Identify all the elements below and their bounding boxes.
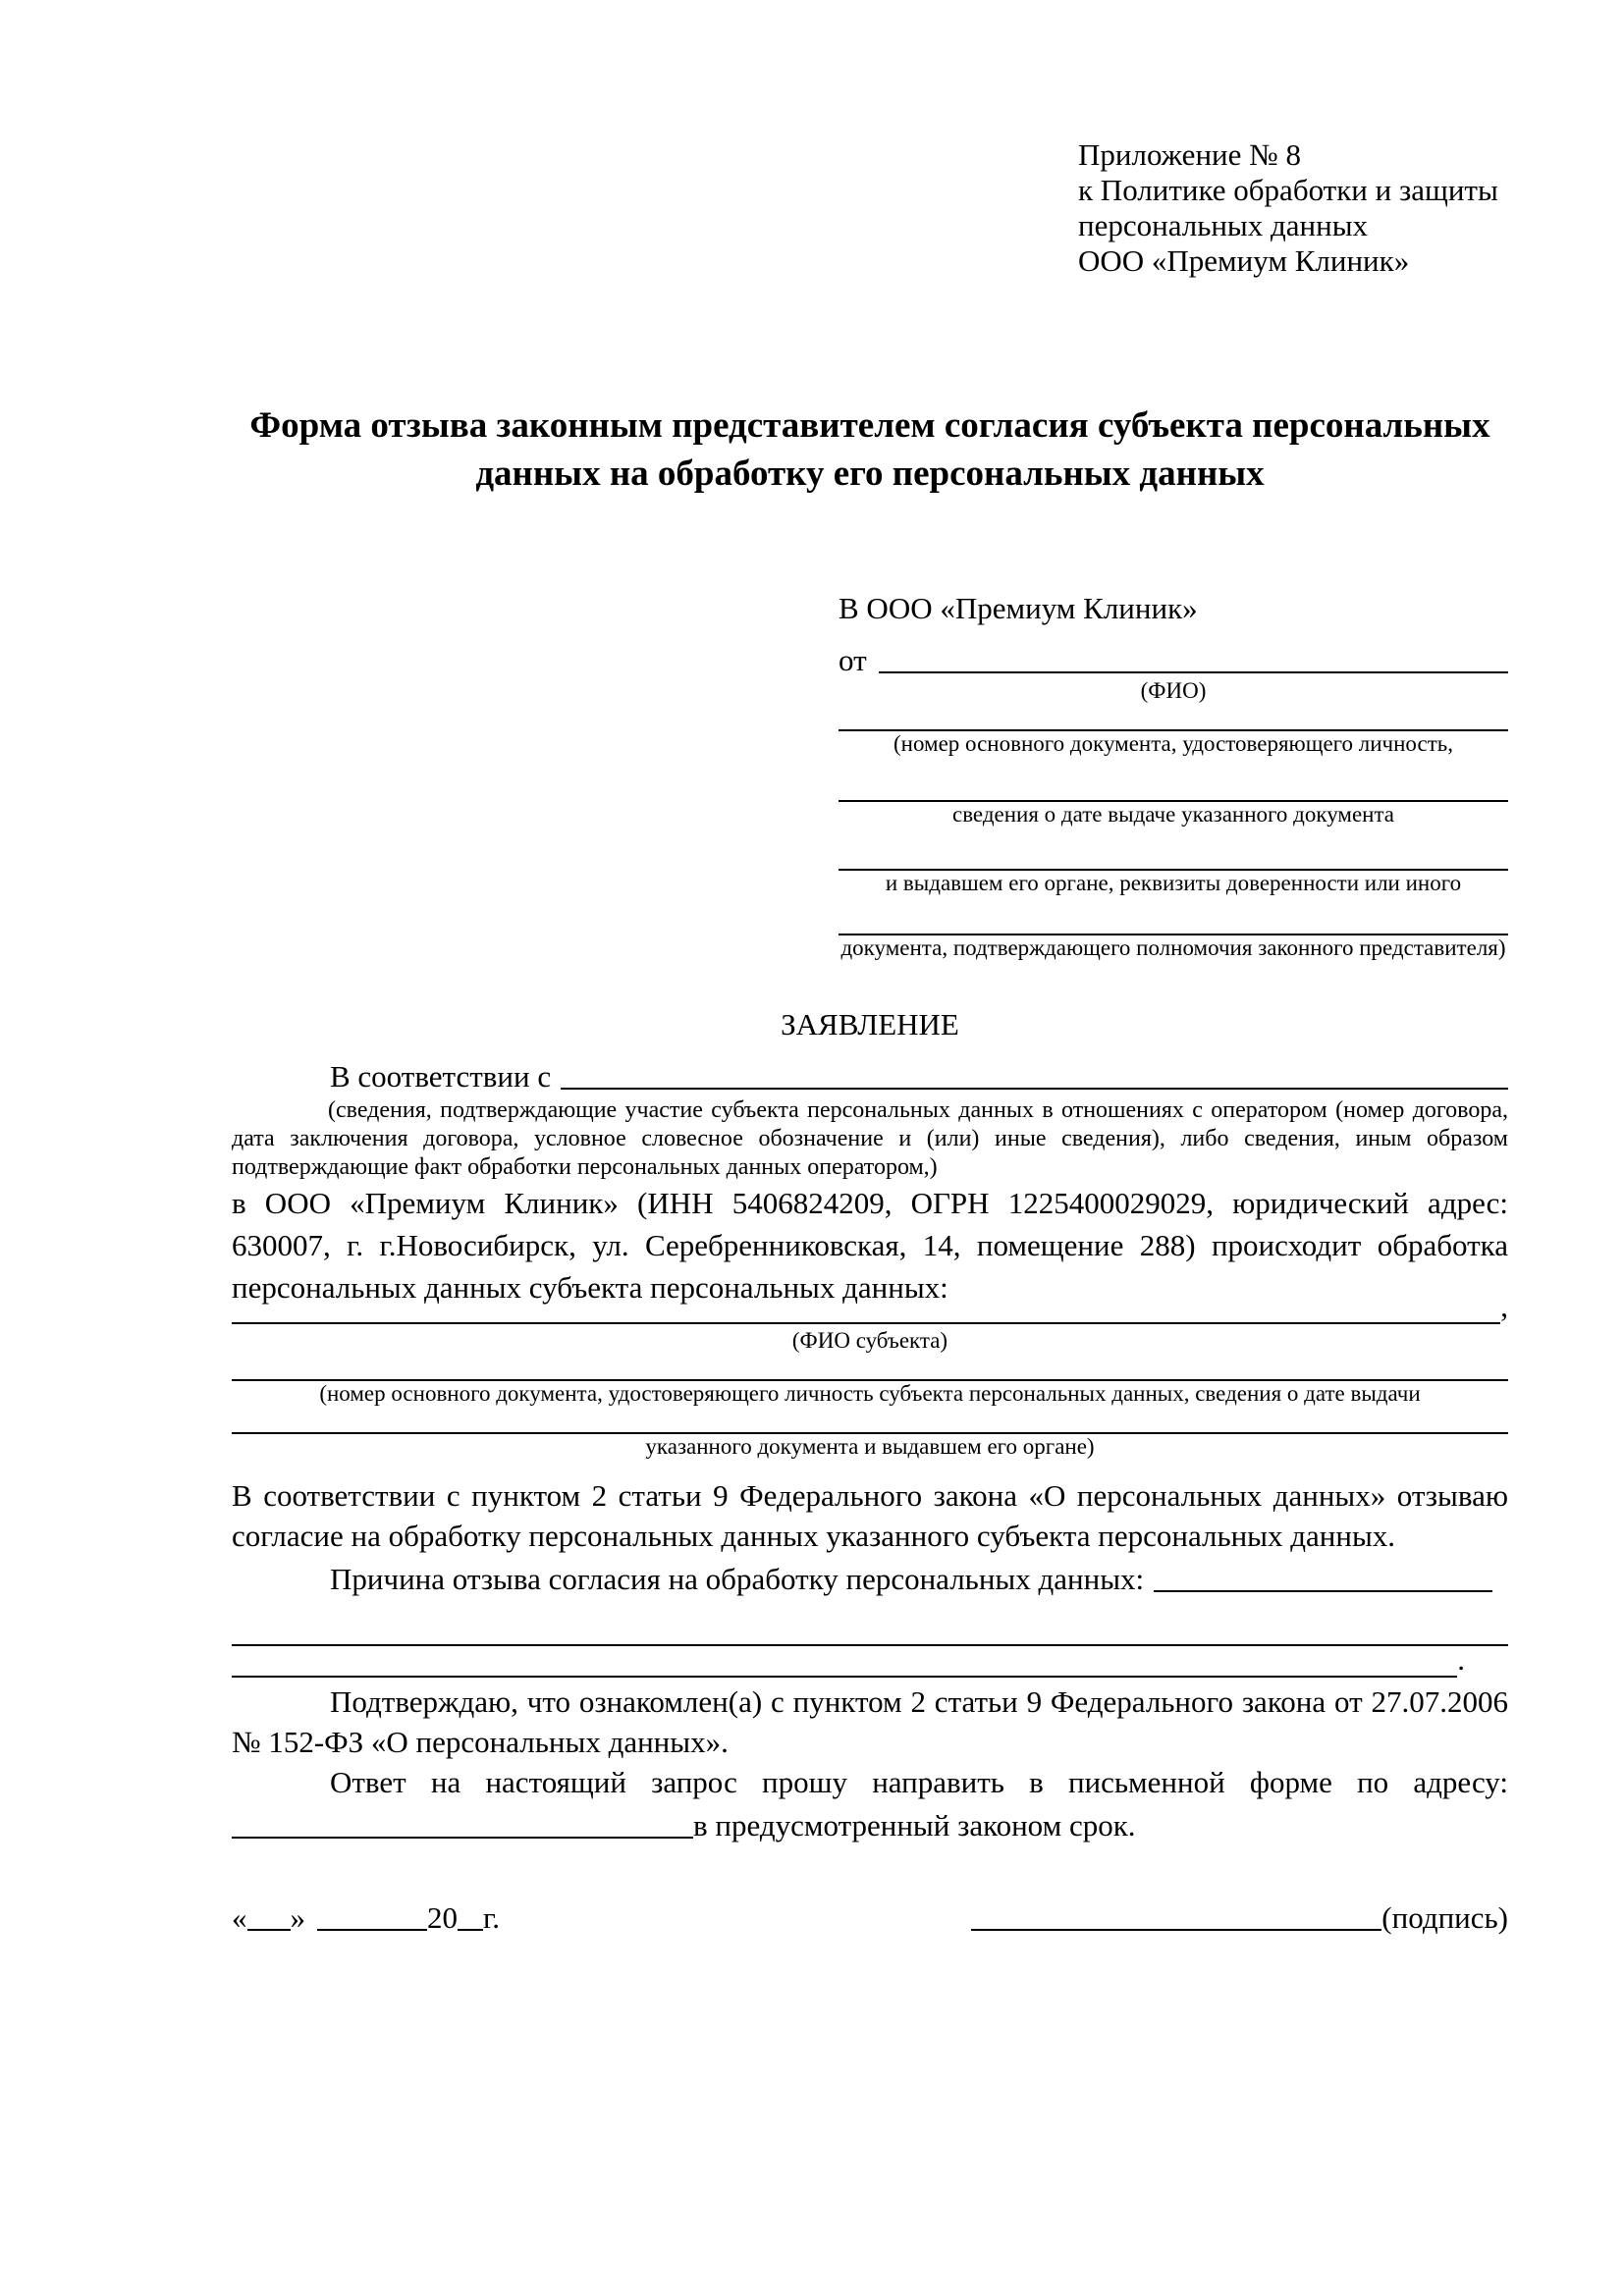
opening-prefix: В соответствии с <box>330 1059 552 1094</box>
reason-label: Причина отзыва согласия на обработку персональных данных: <box>330 1562 1145 1596</box>
date-signature-row <box>232 1891 1508 1936</box>
month-blank-line <box>317 1929 427 1931</box>
signature-blank-line <box>971 1929 1381 1931</box>
withdrawal-paragraph: В соответствии с пунктом 2 статьи 9 Федерального закона «О персональных данных» отзываю согласие на обработку персональных данных указанного субъекта персональных данных. <box>232 1478 1508 1553</box>
from-label: от <box>839 643 867 677</box>
blank-line <box>839 896 1508 935</box>
reason-line-period: . <box>1457 1642 1465 1677</box>
year-blank-line <box>458 1929 483 1931</box>
fill-line <box>232 1676 1457 1678</box>
year-prefix: 20 <box>427 1900 458 1935</box>
blank-line <box>232 1407 1508 1434</box>
statement-heading: ЗАЯВЛЕНИЕ <box>781 1007 959 1041</box>
year-suffix: г. <box>483 1900 500 1935</box>
addressee-block <box>839 588 1508 961</box>
blank-line <box>232 1354 1508 1381</box>
blank-line <box>232 1605 1508 1646</box>
signature-caption: (подпись) <box>1381 1900 1508 1935</box>
acknowledgement-paragraph: Подтверждаю, что ознакомлен(а) с пунктом 2 статьи 9 Федерального закона от 27.07.2006 № 152-ФЗ «О персональных данных». <box>232 1684 1508 1759</box>
appendix-header <box>1078 137 1508 279</box>
day-blank-line <box>247 1929 291 1931</box>
subject-doc-caption-2: указанного документа и выдавшем его органе) <box>645 1434 1095 1459</box>
response-tail: в предусмотренный законом срок. <box>693 1808 1136 1842</box>
issue-date-caption: сведения о дате выдаче указанного документа <box>951 802 1395 827</box>
issuer-caption: и выдавшем его органе, реквизиты доверенности или иного <box>885 871 1462 895</box>
appendix-header-line-4: ООО «Премиум Клиник» <box>1078 243 1410 278</box>
addressee-organization: В ООО «Премиум Клиник» <box>839 591 1198 625</box>
date-quote-open: « <box>232 1900 247 1935</box>
appendix-header-line-1: Приложение № 8 <box>1078 137 1301 172</box>
subject-fio-caption: (ФИО субъекта) <box>791 1328 948 1353</box>
fill-line <box>232 1837 693 1839</box>
reason-line <box>232 1556 1508 1597</box>
blank-line <box>839 704 1508 731</box>
blank-line <box>839 828 1508 871</box>
blank-line <box>839 757 1508 802</box>
subject-doc-caption-1: (номер основного документа, удостоверяющего личность субъекта персональных данных, сведения о дате выдачи <box>319 1381 1421 1406</box>
fill-line <box>561 1088 1508 1090</box>
authority-caption: документа, подтверждающего полномочия законного представителя) <box>840 935 1506 960</box>
doc-number-caption: (номер основного документа, удостоверяющего личность, <box>893 731 1453 756</box>
response-paragraph: Ответ на настоящий запрос прошу направить в письменной форме по адресу: <box>330 1765 1508 1799</box>
fill-line <box>1154 1590 1492 1592</box>
operator-paragraph: в ООО «Премиум Клиник» (ИНН 5406824209, ОГРН 1225400029029, юридический адрес: 630007, г. г.Новосибирск, ул. Серебренниковская, 14, помещение 288) происходит обработка персональных данных субъекта персональных данных: <box>232 1186 1508 1305</box>
subject-fio-line <box>232 1289 1508 1324</box>
from-line <box>839 629 1508 678</box>
response-address-line <box>232 1802 1508 1843</box>
date-quote-close: » <box>290 1900 305 1935</box>
fio-caption: (ФИО) <box>1140 678 1207 703</box>
fill-line <box>879 671 1508 673</box>
appendix-header-line-2: к Политике обработки и защиты <box>1078 173 1498 207</box>
opening-footnote: (сведения, подтверждающие участие субъекта персональных данных в отношениях с оператором (номер договора, дата заключения договора, условное словесное обозначение и (или) иные сведения), либо сведения, иным образом подтверждающие факт обработки персональных данных оператором,) <box>232 1097 1508 1180</box>
document-title: Форма отзыва законным представителем согласия субъекта персональных данных на обработку его персональных данных <box>249 405 1490 494</box>
appendix-header-line-3: персональных данных <box>1078 208 1369 242</box>
opening-line <box>232 1051 1508 1095</box>
reason-continuation-line <box>232 1642 1465 1678</box>
subject-line-comma: , <box>1500 1289 1508 1323</box>
fill-line <box>232 1322 1500 1324</box>
